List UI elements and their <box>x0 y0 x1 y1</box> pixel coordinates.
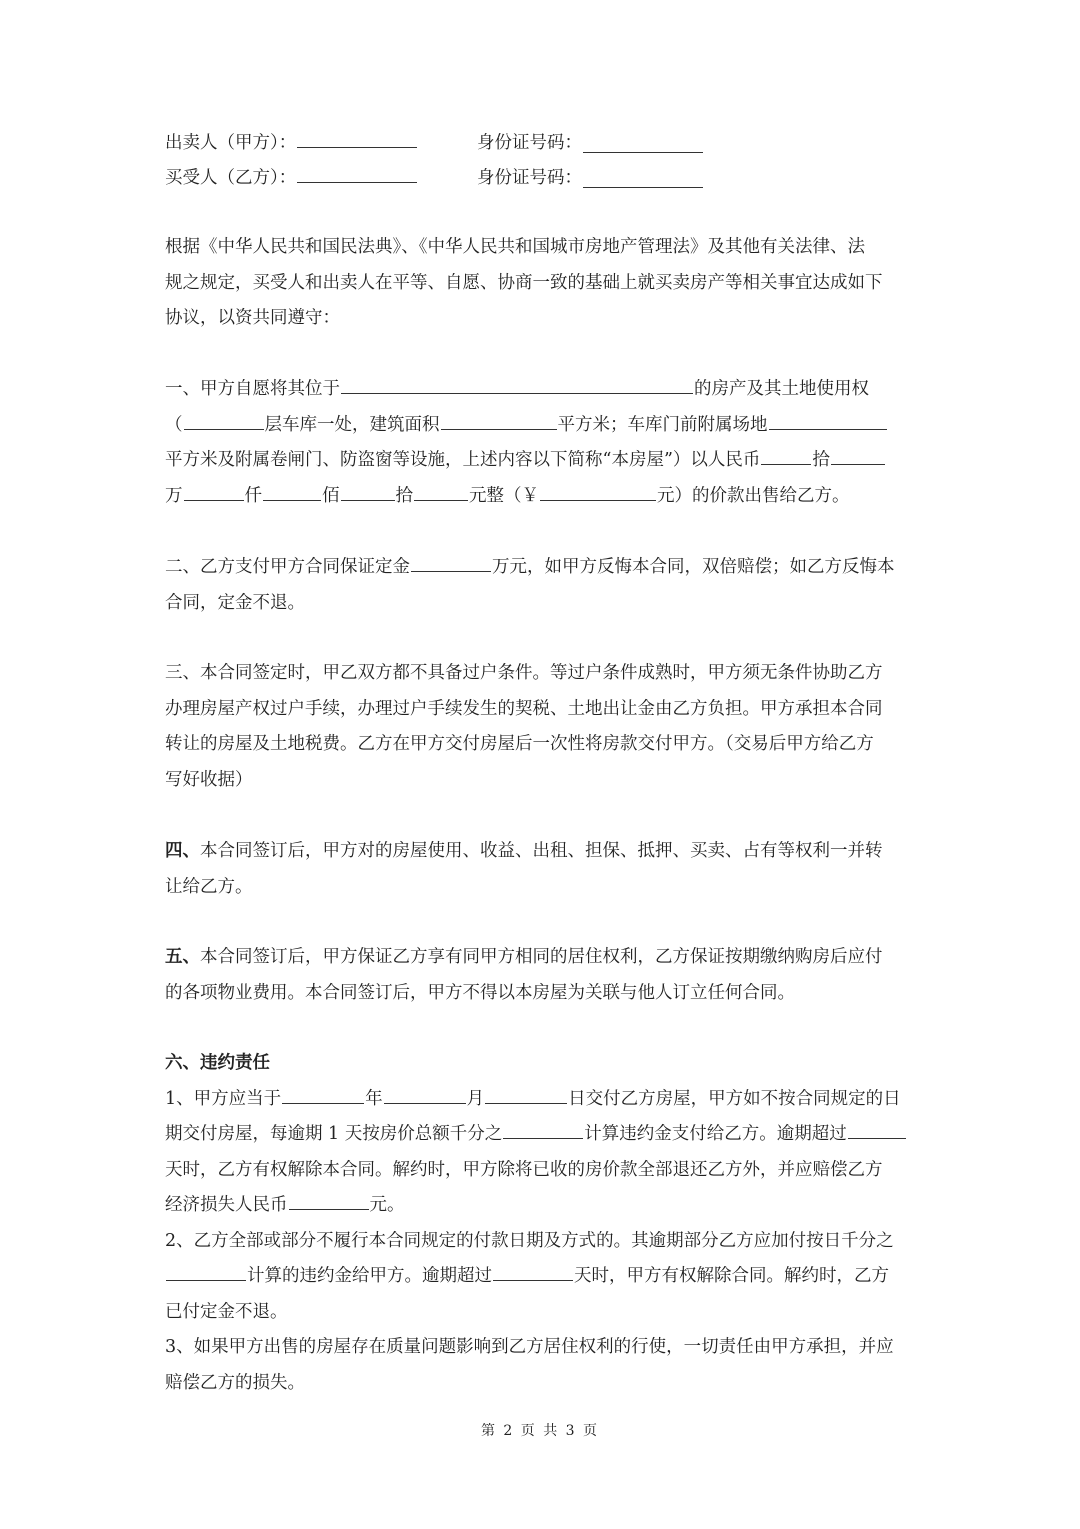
parties-block <box>165 126 925 196</box>
seller-row <box>165 126 925 161</box>
overdue-days-blank[interactable] <box>493 1262 573 1281</box>
text: 万 <box>165 485 183 506</box>
text: 元）的价款出售给乙方。 <box>657 485 850 506</box>
clause-2-line-1: 2、乙方全部或部分不履行本合同规定的付款日期及方式的。其逾期部分乙方应加付按日千分之 <box>165 1230 894 1251</box>
text: 仟 <box>244 485 262 506</box>
text: 日交付乙方房屋，甲方如不按合同规定的日 <box>568 1088 901 1109</box>
intro-line: 规之规定，买受人和出卖人在平等、自愿、协商一致的基础上就买卖房产等相关事宜达成如下 <box>165 272 883 293</box>
article-4-line-2: 让给乙方。 <box>165 876 253 897</box>
text: 元整（￥ <box>469 485 539 506</box>
text: 天时，甲方有权解除合同。解约时，乙方 <box>574 1266 889 1286</box>
article-2-line-2: 合同，定金不退。 <box>165 592 305 613</box>
text: 拾 <box>812 450 830 470</box>
delivery-day-blank[interactable] <box>485 1085 567 1104</box>
text: 月 <box>466 1088 485 1109</box>
text: 二、乙方支付甲方合同保证定金 <box>165 557 410 577</box>
article-2-line-1 <box>165 550 925 586</box>
article-5-line-1 <box>165 940 925 976</box>
article-3-line: 办理房屋产权过户手续，办理过户手续发生的契税、土地出让金由乙方负担。甲方承担本合同 <box>165 698 883 719</box>
clause-1-line-4 <box>165 1188 925 1224</box>
text: （ <box>165 414 183 435</box>
article-3-line: 转让的房屋及土地税费。乙方在甲方交付房屋后一次性将房款交付甲方。（交易后甲方给乙方 <box>165 734 874 754</box>
seller-name-blank[interactable] <box>297 129 417 148</box>
page-number: 第 2 页 共 3 页 <box>480 1423 600 1439</box>
floor-area-blank[interactable] <box>441 411 557 430</box>
price-blank[interactable] <box>184 482 244 501</box>
seller-label: 出卖人（甲方）： <box>165 132 297 153</box>
text: 本合同签订后，甲方保证乙方享有同甲方相同的居住权利，乙方保证按期缴纳购房后应付 <box>200 947 883 967</box>
article-1-line-1 <box>165 372 925 408</box>
article-1-line-4 <box>165 479 925 515</box>
buyer-row <box>165 161 925 196</box>
text: 一、甲方自愿将其位于 <box>165 379 340 399</box>
clause-1-line-3: 天时，乙方有权解除本合同。解约时，甲方除将已收的房价款全部退还乙方外，并应赔偿乙方 <box>165 1159 883 1180</box>
article-6-title: 六、违约责任 <box>165 1053 270 1073</box>
text: 计算违约金支付给乙方。逾期超过 <box>584 1124 847 1144</box>
text: 元。 <box>369 1195 405 1215</box>
price-blank[interactable] <box>761 446 811 465</box>
buyer-field <box>165 161 477 197</box>
clause-1-line-1 <box>165 1082 925 1118</box>
clause-1-line-2 <box>165 1117 925 1153</box>
article-4 <box>165 834 925 905</box>
article-1-line-2 <box>165 408 925 444</box>
article-1 <box>165 372 925 514</box>
text: 的房产及其土地使用权 <box>694 379 869 399</box>
price-number-blank[interactable] <box>540 482 656 501</box>
article-1-line-3 <box>165 443 925 479</box>
floor-blank[interactable] <box>184 411 264 430</box>
intro-paragraph <box>165 230 925 337</box>
yard-area-blank[interactable] <box>769 411 887 430</box>
seller-field <box>165 126 477 162</box>
seller-id-blank[interactable] <box>583 134 703 153</box>
penalty-rate-blank[interactable] <box>166 1262 246 1281</box>
property-location-blank[interactable] <box>341 375 693 394</box>
text: 经济损失人民币 <box>165 1195 288 1215</box>
intro-line: 协议，以资共同遵守： <box>165 308 340 328</box>
buyer-label: 买受人（乙方）： <box>165 167 297 188</box>
text: 平方米及附属卷闸门、防盗窗等设施，上述内容以下简称“本房屋”）以人民币 <box>165 450 761 470</box>
seller-id-label: 身份证号码： <box>477 132 582 153</box>
clause-3-line-2: 赔偿乙方的损失。 <box>165 1372 305 1393</box>
article-3-line: 写好收据） <box>165 769 253 790</box>
article-number: 五、 <box>165 947 200 967</box>
text: 平方米；车库门前附属场地 <box>557 414 768 435</box>
penalty-rate-blank[interactable] <box>503 1120 583 1139</box>
text: 层车库一处，建筑面积 <box>264 414 440 435</box>
clause-3-line-1: 3、如果甲方出售的房屋存在质量问题影响到乙方居住权利的行使，一切责任由甲方承担，并应 <box>165 1337 894 1357</box>
price-blank[interactable] <box>263 482 321 501</box>
article-4-line-1 <box>165 834 925 870</box>
delivery-month-blank[interactable] <box>384 1085 466 1104</box>
deposit-blank[interactable] <box>411 553 491 572</box>
clause-2-line-2 <box>165 1259 925 1295</box>
article-3-line: 三、本合同签定时，甲乙双方都不具备过户条件。等过户条件成熟时，甲方须无条件协助乙方 <box>165 663 883 683</box>
intro-line: 根据《中华人民共和国民法典》、《中华人民共和国城市房地产管理法》及其他有关法律、法 <box>165 237 865 257</box>
article-3 <box>165 656 925 798</box>
article-6 <box>165 1046 925 1401</box>
delivery-year-blank[interactable] <box>282 1085 364 1104</box>
text: 万元，如甲方反悔本合同，双倍赔偿；如乙方反悔本 <box>492 557 895 577</box>
price-blank[interactable] <box>831 446 885 465</box>
buyer-id-label: 身份证号码： <box>477 167 582 188</box>
price-blank[interactable] <box>414 482 468 501</box>
price-blank[interactable] <box>341 482 395 501</box>
buyer-name-blank[interactable] <box>297 164 417 183</box>
article-5 <box>165 940 925 1011</box>
article-number: 四、 <box>165 841 200 861</box>
article-2 <box>165 550 925 621</box>
overdue-days-blank[interactable] <box>848 1120 906 1139</box>
buyer-id-blank[interactable] <box>583 169 703 188</box>
clause-2-line-3: 已付定金不退。 <box>165 1301 288 1322</box>
text: 拾 <box>395 485 413 506</box>
article-5-line-2: 的各项物业费用。本合同签订后，甲方不得以本房屋为关联与他人订立任何合同。 <box>165 982 795 1003</box>
text: 1、甲方应当于 <box>165 1088 282 1109</box>
text: 期交付房屋，每逾期 1 天按房价总额千分之 <box>165 1124 503 1144</box>
text: 年 <box>365 1088 383 1109</box>
text: 计算的违约金给甲方。逾期超过 <box>247 1266 492 1286</box>
compensation-blank[interactable] <box>289 1191 369 1210</box>
text: 佰 <box>322 485 340 506</box>
text: 本合同签订后，甲方对的房屋使用、收益、出租、担保、抵押、买卖、占有等权利一并转 <box>200 841 883 861</box>
